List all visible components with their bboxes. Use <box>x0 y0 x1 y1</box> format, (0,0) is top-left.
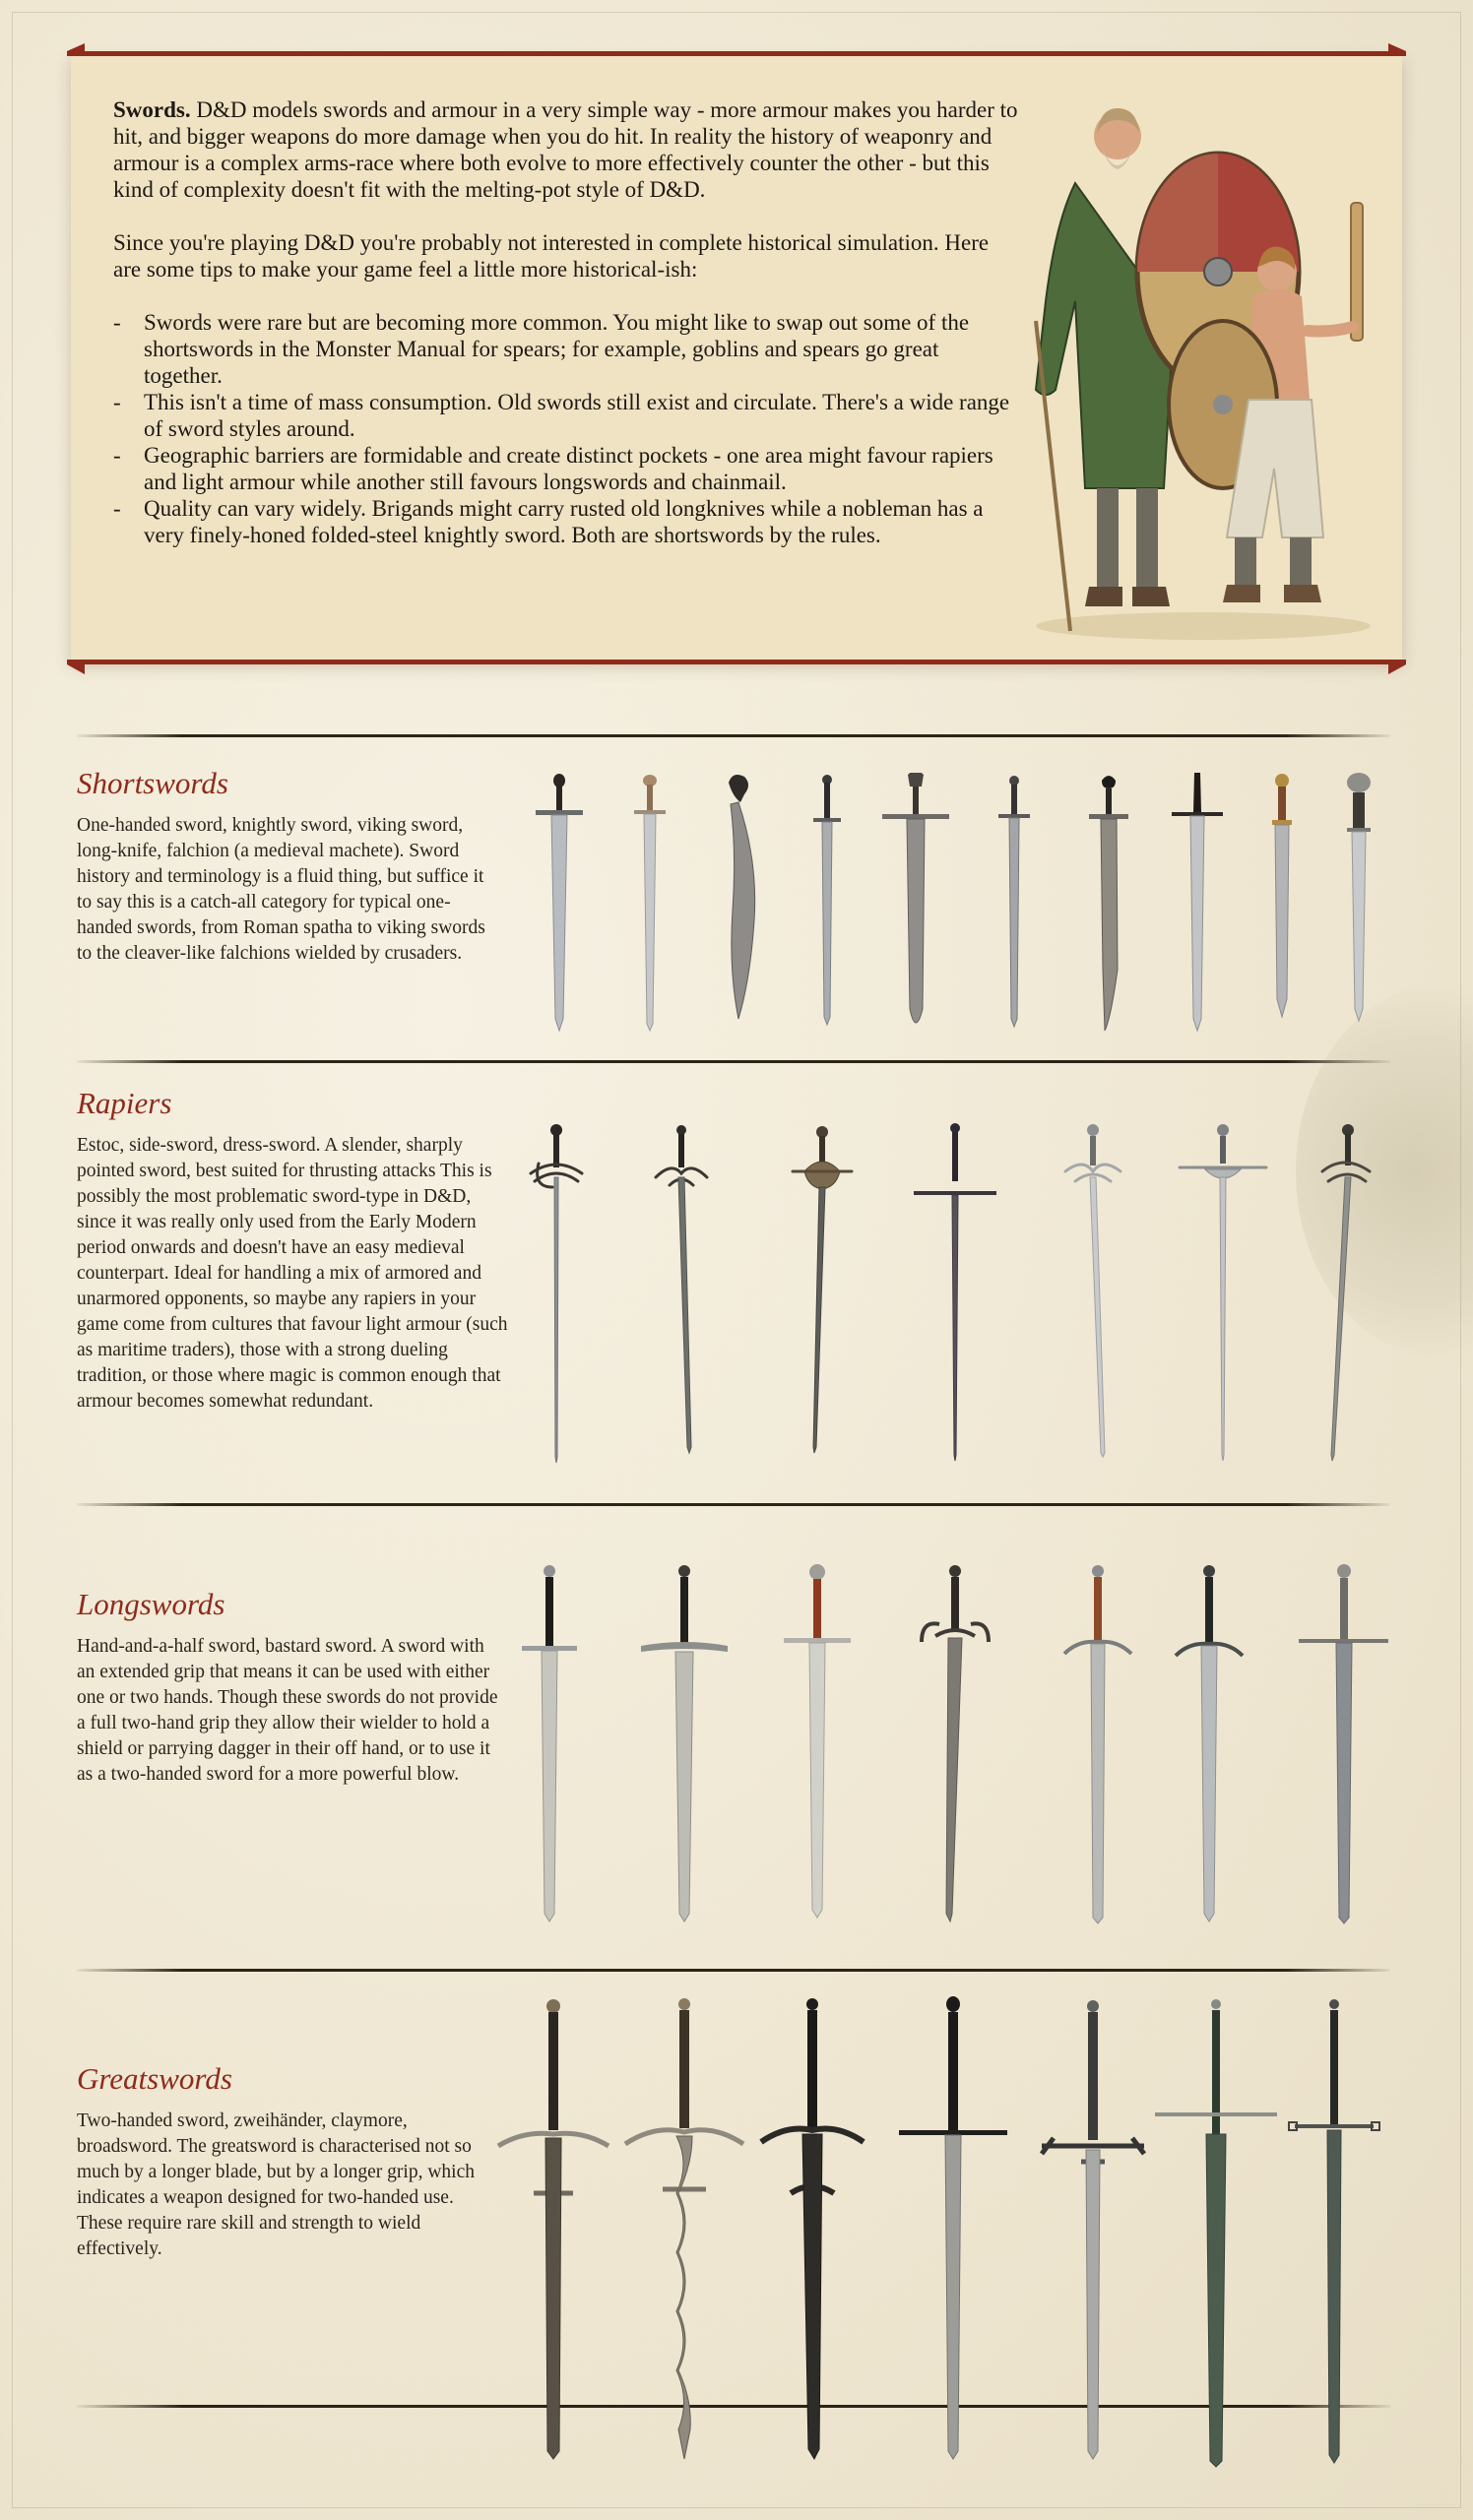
section-heading-rapiers: Rapiers <box>77 1086 172 1120</box>
warrior-illustration <box>1016 75 1390 641</box>
longswords-gallery <box>522 1563 1388 1927</box>
callout-top-bar <box>67 51 1406 56</box>
section-divider <box>77 1060 1390 1063</box>
swords-callout-box <box>71 55 1402 661</box>
rapiers-section <box>77 1086 515 1415</box>
section-divider <box>77 734 1390 737</box>
tip-item: - Swords were rare but are becoming more common. You might like to swap out some of the shortswords in the Monster Manual for spears; for example, goblins and spears go great together. <box>113 309 1019 389</box>
section-divider <box>77 1503 1390 1506</box>
shortswords-gallery <box>522 773 1388 1039</box>
longsword-image <box>522 1564 1388 1923</box>
callout-intro: D&D models swords and armour in a very simple way - more armour makes you harder to hit, and bigger weapons do more damage when you do hit. In reality the history of weaponry and armour is a complex arms-race where both evolve to more effectively counter the other - but this kind of complexity doesn't fit with the melting-pot style of D&D. <box>113 97 1018 202</box>
greatswords-gallery <box>492 1996 1398 2469</box>
shortsword-image <box>536 773 1371 1031</box>
rapiers-description: Estoc, side-sword, dress-sword. A slender, sharply pointed sword, best suited for thrusting attacks This is possibly the most problematic sword-type in D&D, since it was really only used from the Early Modern period onwards and doesn't have an easy medieval counterpart. Ideal for handling a mix of armored and unarmored opponents, so maybe any rapiers in your game come from cultures that favour light armour (such as maritime traders), those with a strong dueling tradition, or those where magic is common enough that armour becomes somewhat redundant. <box>77 1135 508 1412</box>
tip-item: - This isn't a time of mass consumption. Old swords still exist and circulate. There's a wide range of sword styles around. <box>113 389 1019 442</box>
section-heading-greatswords: Greatswords <box>77 2061 232 2096</box>
section-heading-longswords: Longswords <box>77 1587 225 1621</box>
callout-title: Swords. <box>113 97 191 122</box>
callout-tips-intro: Since you're playing D&D you're probably not interested in complete historical simulation. Here are some tips to make your game feel a little more historical-ish: <box>113 230 990 282</box>
callout-text <box>113 96 1019 548</box>
tip-item: - Quality can vary widely. Brigands might carry rusted old longknives while a nobleman has a very finely-honed folded-steel knightly sword. Both are shortswords by the rules. <box>113 495 1019 548</box>
greatswords-description: Two-handed sword, zweihänder, claymore, broadsword. The greatsword is characterised not so much by a longer blade, but by a longer grip, which indicates a weapon designed for two-handed use. These require rare skill and strength to wield effectively. <box>77 2110 475 2259</box>
greatswords-section <box>77 2061 490 2262</box>
rapiers-gallery <box>522 1122 1388 1467</box>
tips-list <box>113 309 1019 548</box>
tip-item: - Geographic barriers are formidable and create distinct pockets - one area might favour rapiers and light armour while another still favours longswords and chainmail. <box>113 442 1019 495</box>
rapier-image <box>531 1123 1370 1463</box>
longswords-section <box>77 1587 500 1788</box>
longswords-description: Hand-and-a-half sword, bastard sword. A sword with an extended grip that means it can be used with either one or two hands. Though these swords do not provide a full two-hand grip they allow their wielder to hold a shield or parrying dagger in their off hand, or to use it as a two-handed sword for a more powerful blow. <box>77 1636 498 1785</box>
section-heading-shortswords: Shortswords <box>77 766 228 800</box>
section-divider <box>77 1969 1390 1972</box>
shortswords-section <box>77 766 495 967</box>
greatsword-image <box>498 1996 1379 2467</box>
shortswords-description: One-handed sword, knightly sword, viking sword, long-knife, falchion (a medieval machete). Sword history and terminology is a fluid thing, but suffice it to say this is a catch-all category for typical one-handed swords, from Roman spatha to viking swords to the cleaver-like falchions wielded by crusaders. <box>77 815 485 964</box>
callout-bottom-bar <box>67 660 1406 664</box>
callout-intro-paragraph <box>113 96 1019 203</box>
